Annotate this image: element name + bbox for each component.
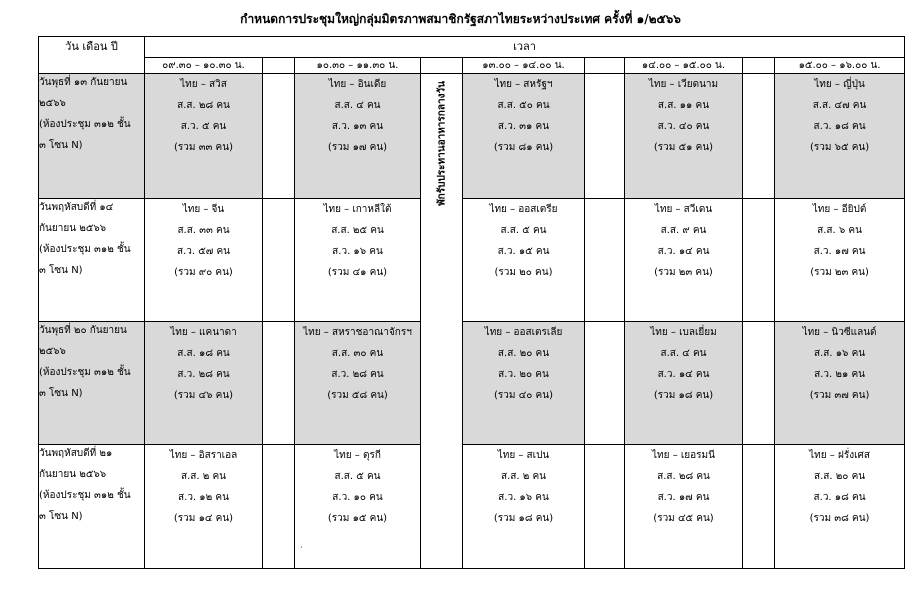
lunch-break-label: พักรับประทานอาหารกลางวัน [436, 81, 447, 206]
session-pair: ไทย – สหรัฐฯ [494, 79, 553, 90]
time-group-header: เวลา [145, 37, 905, 58]
gap-header [743, 58, 775, 74]
mp-count: ส.ส. ๒ คน [500, 471, 547, 482]
date-line: กันยายน ๒๕๖๖ [39, 469, 107, 480]
session-pair: ไทย – สวิส [180, 79, 227, 90]
stray-dot: · [300, 543, 303, 552]
total-count: (รวม ๒๐ คน) [494, 267, 553, 278]
mp-count: ส.ส. ๒๘ คน [657, 471, 710, 482]
senator-count: ส.ว. ๓๑ คน [497, 121, 550, 132]
session-cell [625, 322, 743, 445]
senator-count: ส.ว. ๑๔ คน [657, 369, 710, 380]
gap-header [263, 58, 295, 74]
gap-cell [263, 74, 295, 199]
session-pair: ไทย – เกาหลีใต้ [323, 204, 392, 215]
mp-count: ส.ส. ๕ คน [500, 225, 547, 236]
total-count: (รวม ๔๑ คน) [327, 267, 388, 278]
session-cell [625, 74, 743, 199]
mp-count: ส.ส. ๑๑ คน [657, 100, 710, 111]
session-cell [775, 322, 905, 445]
session-cell [295, 322, 421, 445]
session-cell [295, 199, 421, 322]
mp-count: ส.ส. ๔ คน [660, 348, 707, 359]
lunch-header [421, 58, 463, 74]
document-title: กำหนดการประชุมใหญ่กลุ่มมิตรภาพสมาชิกรัฐสภาไทยระหว่างประเทศ ครั้งที่ ๑/๒๕๖๖ [240, 12, 681, 26]
session-cell [295, 445, 421, 569]
session-cell [625, 445, 743, 569]
date-line: กันยายน ๒๕๖๖ [39, 223, 107, 234]
session-cell [145, 322, 263, 445]
date-line: ๓ โซน N) [39, 511, 83, 522]
gap-cell [585, 445, 625, 569]
senator-count: ส.ว. ๑๘ คน [813, 492, 866, 503]
session-pair: ไทย – เวียดนาม [648, 79, 719, 90]
session-cell [775, 74, 905, 199]
session-cell [145, 199, 263, 322]
session-pair: ไทย – อินเดีย [328, 79, 387, 90]
session-pair: ไทย – อิสราเอล [169, 450, 238, 461]
gap-cell [585, 322, 625, 445]
senator-count: ส.ว. ๒๘ คน [331, 369, 384, 380]
total-count: (รวม ๖๕ คน) [809, 142, 870, 153]
date-line: (ห้องประชุม ๓๑๒ ชั้น [39, 490, 131, 501]
date-line: วันพฤหัสบดีที่ ๒๑ [39, 448, 113, 459]
gap-header [585, 58, 625, 74]
session-pair: ไทย – สวีเดน [654, 204, 713, 215]
date-line: วันพฤหัสบดีที่ ๑๔ [39, 202, 114, 213]
date-line: ๒๕๖๖ [39, 98, 66, 109]
total-count: (รวม ๑๕ คน) [327, 513, 388, 524]
date-cell [39, 74, 145, 199]
mp-count: ส.ส. ๒ คน [180, 471, 227, 482]
senator-count: ส.ว. ๑๗ คน [657, 492, 710, 503]
session-cell [463, 322, 585, 445]
schedule-row [39, 199, 905, 322]
gap-cell [743, 445, 775, 569]
session-cell [625, 199, 743, 322]
slot-header-2: ๑๐.๓๐ – ๑๑.๓๐ น. [295, 58, 421, 74]
mp-count: ส.ส. ๑๘ คน [177, 348, 230, 359]
senator-count: ส.ว. ๕๗ คน [176, 246, 231, 257]
date-cell [39, 199, 145, 322]
mp-count: ส.ส. ๒๘ คน [177, 100, 230, 111]
total-count: (รวม ๙๐ คน) [174, 267, 233, 278]
senator-count: ส.ว. ๑๓ คน [331, 121, 384, 132]
schedule-row [39, 445, 905, 569]
senator-count: ส.ว. ๑๒ คน [178, 492, 229, 503]
date-line: วันพุธที่ ๑๓ กันยายน [39, 77, 128, 88]
session-pair: ไทย – สเปน [497, 450, 550, 461]
mp-count: ส.ส. ๒๕ คน [331, 225, 384, 236]
mp-count: ส.ส. ๕ คน [334, 471, 381, 482]
gap-cell [743, 322, 775, 445]
mp-count: ส.ส. ๑๖ คน [813, 348, 866, 359]
date-line: วันพุธที่ ๒๐ กันยายน [39, 325, 127, 336]
date-column-header: วัน เดือน ปี [39, 37, 145, 74]
schedule-table [38, 36, 905, 569]
senator-count: ส.ว. ๒๑ คน [814, 369, 865, 380]
schedule-row [39, 322, 905, 445]
session-cell [463, 445, 585, 569]
mp-count: ส.ส. ๔๗ คน [812, 100, 867, 111]
schedule-row [39, 74, 905, 199]
total-count: (รวม ๒๓ คน) [654, 267, 713, 278]
total-count: (รวม ๓๗ คน) [809, 390, 870, 401]
mp-count: ส.ส. ๔ คน [334, 100, 381, 111]
slot-header-1: ๐๙.๓๐ – ๑๐.๓๐ น. [145, 58, 263, 74]
mp-count: ส.ส. ๙ คน [660, 225, 707, 236]
session-pair: ไทย – อียิปต์ [812, 204, 867, 215]
total-count: (รวม ๑๘ คน) [653, 390, 714, 401]
session-pair: ไทย – นิวซีแลนด์ [802, 327, 877, 338]
session-cell [463, 199, 585, 322]
gap-cell [743, 199, 775, 322]
total-count: (รวม ๔๕ คน) [653, 513, 714, 524]
session-pair: ไทย – ตุรกี [334, 450, 381, 461]
session-pair: ไทย – เยอรมนี [652, 450, 715, 461]
mp-count: ส.ส. ๖ คน [817, 225, 862, 236]
session-cell [145, 445, 263, 569]
gap-cell [585, 199, 625, 322]
session-cell [145, 74, 263, 199]
session-pair: ไทย – ญี่ปุ่น [814, 79, 865, 90]
senator-count: ส.ว. ๔๐ คน [657, 121, 710, 132]
total-count: (รวม ๕๘ คน) [327, 390, 388, 401]
slot-header-5: ๑๕.๐๐ – ๑๖.๐๐ น. [775, 58, 905, 74]
mp-count: ส.ส. ๕๐ คน [497, 100, 550, 111]
mp-count: ส.ส. ๓๐ คน [331, 348, 384, 359]
total-count: (รวม ๓๓ คน) [174, 142, 233, 153]
session-pair: ไทย – จีน [182, 204, 225, 215]
date-line: ๓ โซน N) [39, 265, 83, 276]
senator-count: ส.ว. ๑๘ คน [813, 121, 866, 132]
senator-count: ส.ว. ๑๗ คน [813, 246, 866, 257]
lunch-break-cell [421, 74, 463, 569]
senator-count: ส.ว. ๕ คน [180, 121, 227, 132]
total-count: (รวม ๑๗ คน) [327, 142, 388, 153]
total-count: (รวม ๕๑ คน) [653, 142, 714, 153]
total-count: (รวม ๔๖ คน) [173, 390, 234, 401]
senator-count: ส.ว. ๒๐ คน [498, 369, 549, 380]
gap-cell [585, 74, 625, 199]
date-cell [39, 322, 145, 445]
date-line: ๒๕๖๖ [39, 346, 66, 357]
date-line: (ห้องประชุม ๓๑๒ ชั้น [39, 367, 131, 378]
senator-count: ส.ว. ๑๖ คน [498, 492, 549, 503]
senator-count: ส.ว. ๑๐ คน [332, 492, 383, 503]
gap-cell [263, 322, 295, 445]
senator-count: ส.ว. ๑๔ คน [657, 246, 710, 257]
senator-count: ส.ว. ๑๕ คน [497, 246, 550, 257]
session-cell [463, 74, 585, 199]
mp-count: ส.ส. ๒๐ คน [813, 471, 866, 482]
total-count: (รวม ๑๔ คน) [173, 513, 234, 524]
gap-cell [743, 74, 775, 199]
date-line: (ห้องประชุม ๓๑๒ ชั้น [39, 119, 131, 130]
session-cell [775, 199, 905, 322]
date-line: ๓ โซน N) [39, 140, 83, 151]
session-pair: ไทย – สหราชอาณาจักรฯ [303, 327, 412, 338]
session-pair: ไทย – แคนาดา [170, 327, 237, 338]
gap-cell [263, 445, 295, 569]
slot-header-3: ๑๓.๐๐ – ๑๔.๐๐ น. [463, 58, 585, 74]
slot-header-4: ๑๔.๐๐ – ๑๕.๐๐ น. [625, 58, 743, 74]
gap-cell [263, 199, 295, 322]
senator-count: ส.ว. ๒๘ คน [177, 369, 230, 380]
session-pair: ไทย – ออสเตรีย [489, 204, 558, 215]
date-line: ๓ โซน N) [39, 388, 83, 399]
total-count: (รวม ๑๘ คน) [493, 513, 554, 524]
session-cell [295, 74, 421, 199]
total-count: (รวม ๔๐ คน) [494, 390, 553, 401]
mp-count: ส.ส. ๓๓ คน [177, 225, 230, 236]
total-count: (รวม ๓๘ คน) [809, 513, 870, 524]
total-count: (รวม ๘๑ คน) [493, 142, 554, 153]
date-cell [39, 445, 145, 569]
date-line: (ห้องประชุม ๓๑๒ ชั้น [39, 244, 131, 255]
senator-count: ส.ว. ๑๖ คน [332, 246, 383, 257]
session-pair: ไทย – ฝรั่งเศส [809, 450, 870, 461]
mp-count: ส.ส. ๒๐ คน [497, 348, 550, 359]
session-pair: ไทย – เบลเยี่ยม [650, 327, 717, 338]
session-cell [775, 445, 905, 569]
session-pair: ไทย – ออสเตรเลีย [484, 327, 563, 338]
total-count: (รวม ๒๓ คน) [810, 267, 869, 278]
